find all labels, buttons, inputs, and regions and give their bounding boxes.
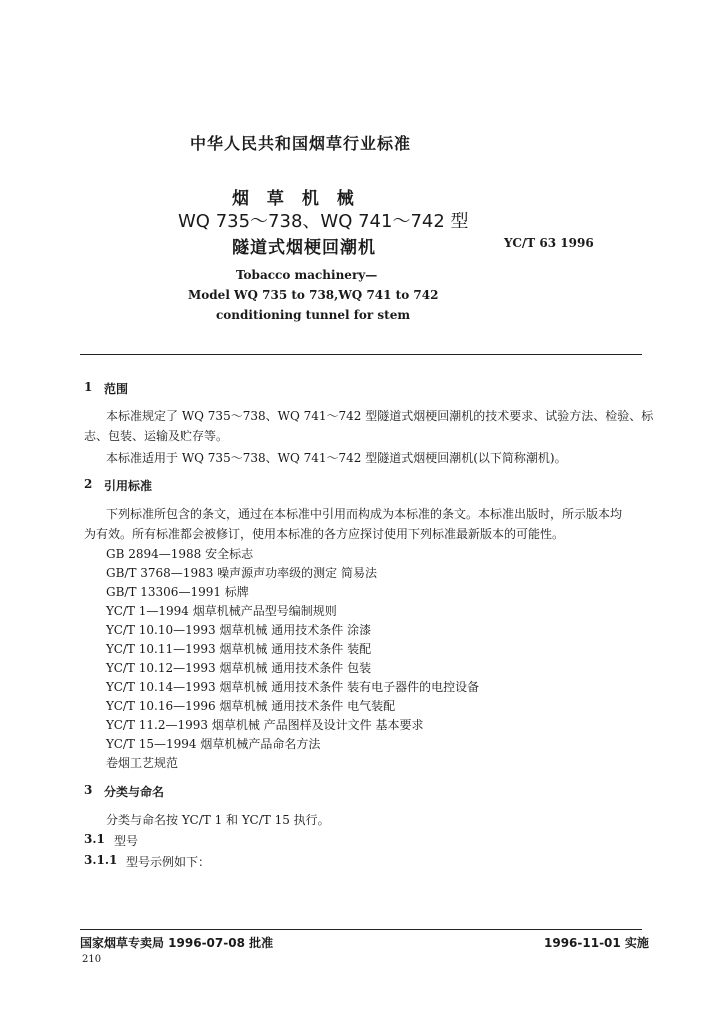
standard-number: YC/T 63 1996 [504,236,594,250]
section-1-number: 1 [84,380,93,394]
section-3-paragraph-1: 分类与命名按 YC/T 1 和 YC/T 15 执行。 [106,813,330,827]
title-line-2: WQ 735～738、WQ 741～742 型 [178,211,469,232]
header-divider [80,354,642,355]
subsection-3-1-1-title: 型号示例如下： [126,855,211,869]
section-1-paragraph-1b: 志、包装、运输及贮存等。 [84,429,229,443]
effective-date: 1996-11-01 实施 [544,936,649,950]
section-2-number: 2 [84,477,93,491]
reference-item: YC/T 10.16—1996 烟草机械 通用技术条件 电气装配 [106,699,396,713]
section-2-paragraph-1b: 为有效。所有标准都会被修订，使用本标准的各方应探讨使用下列标准最新版本的可能性。 [84,527,565,541]
page-number: 210 [82,954,102,965]
reference-item: YC/T 10.14—1993 烟草机械 通用技术条件 装有电子器件的电控设备 [106,680,480,694]
reference-item: YC/T 1—1994 烟草机械产品型号编制规则 [106,604,337,618]
section-3-number: 3 [84,783,93,797]
reference-item: GB/T 3768—1983 噪声源声功率级的测定 简易法 [106,566,377,580]
reference-item: YC/T 15—1994 烟草机械产品命名方法 [106,737,321,751]
section-2-title: 引用标准 [104,479,153,493]
footer-divider [80,929,642,930]
reference-item: YC/T 11.2—1993 烟草机械 产品图样及设计文件 基本要求 [106,718,424,732]
reference-item: GB 2894—1988 安全标志 [106,547,254,561]
subsection-3-1-1-number: 3.1.1 [84,853,118,867]
title-line-3: 隧道式烟梗回潮机 [232,238,376,258]
reference-item: GB/T 13306—1991 标牌 [106,585,249,599]
english-title-line-3: conditioning tunnel for stem [216,308,411,322]
issuing-body: 中华人民共和国烟草行业标准 [190,134,412,153]
english-title-line-2: Model WQ 735 to 738,WQ 741 to 742 [188,288,439,302]
section-1-title: 范围 [104,382,129,396]
section-2-paragraph-1a: 下列标准所包含的条文，通过在本标准中引用而构成为本标准的条文。本标准出版时，所示版本均 [106,507,623,521]
reference-item: YC/T 10.12—1993 烟草机械 通用技术条件 包装 [106,661,372,675]
english-title-line-1: Tobacco machinery— [236,268,378,282]
approval-line: 国家烟草专卖局 1996-07-08 批准 [80,936,274,950]
title-line-1: 烟 草 机 械 [232,189,360,209]
section-1-paragraph-1a: 本标准规定了 WQ 735～738、WQ 741～742 型隧道式烟梗回潮机的技术要求、试验方法、检验、标 [106,409,654,423]
subsection-3-1-number: 3.1 [84,832,105,846]
reference-item: YC/T 10.10—1993 烟草机械 通用技术条件 涂漆 [106,623,372,637]
section-3-title: 分类与命名 [104,785,165,799]
subsection-3-1-title: 型号 [114,834,139,848]
section-1-paragraph-2: 本标准适用于 WQ 735～738、WQ 741～742 型隧道式烟梗回潮机(以下简称潮机)。 [106,451,567,465]
reference-item: YC/T 10.11—1993 烟草机械 通用技术条件 装配 [106,642,372,656]
reference-item: 卷烟工艺规范 [106,756,179,770]
